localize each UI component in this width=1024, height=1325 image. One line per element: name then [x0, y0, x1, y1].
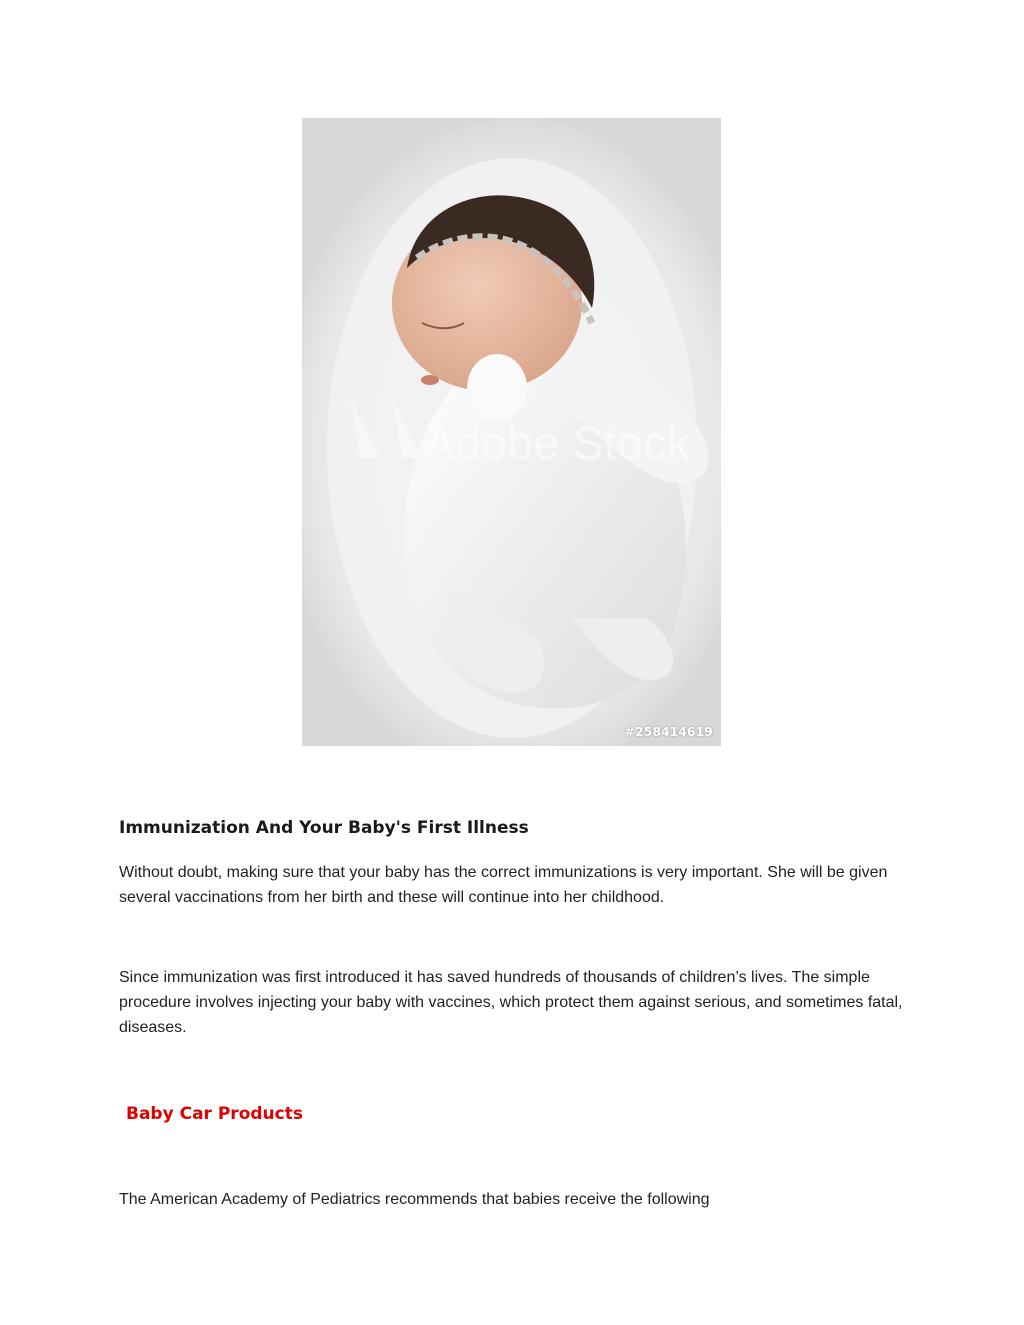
paragraph-history: Since immunization was first introduced it has saved hundreds of thousands of children’s lives. The simple procedure involves injecting your baby with vaccines, which protect them against serious, and sometimes fatal, diseases.: [119, 969, 903, 1036]
baby-car-products-heading: Baby Car Products: [126, 1104, 303, 1124]
stock-id-label: #258414619: [624, 725, 713, 739]
paragraph-recommendation: The American Academy of Pediatrics recommends that babies receive the following: [119, 1191, 710, 1208]
paragraph-intro: Without doubt, making sure that your baby has the correct immunizations is very important. She will be given several vaccinations from her birth and these will continue into her childhood.: [119, 864, 888, 906]
article-heading: Immunization And Your Baby's First Illness: [119, 818, 529, 838]
watermark-text: Adobe Stock: [424, 417, 691, 469]
baby-photo: [302, 118, 721, 746]
